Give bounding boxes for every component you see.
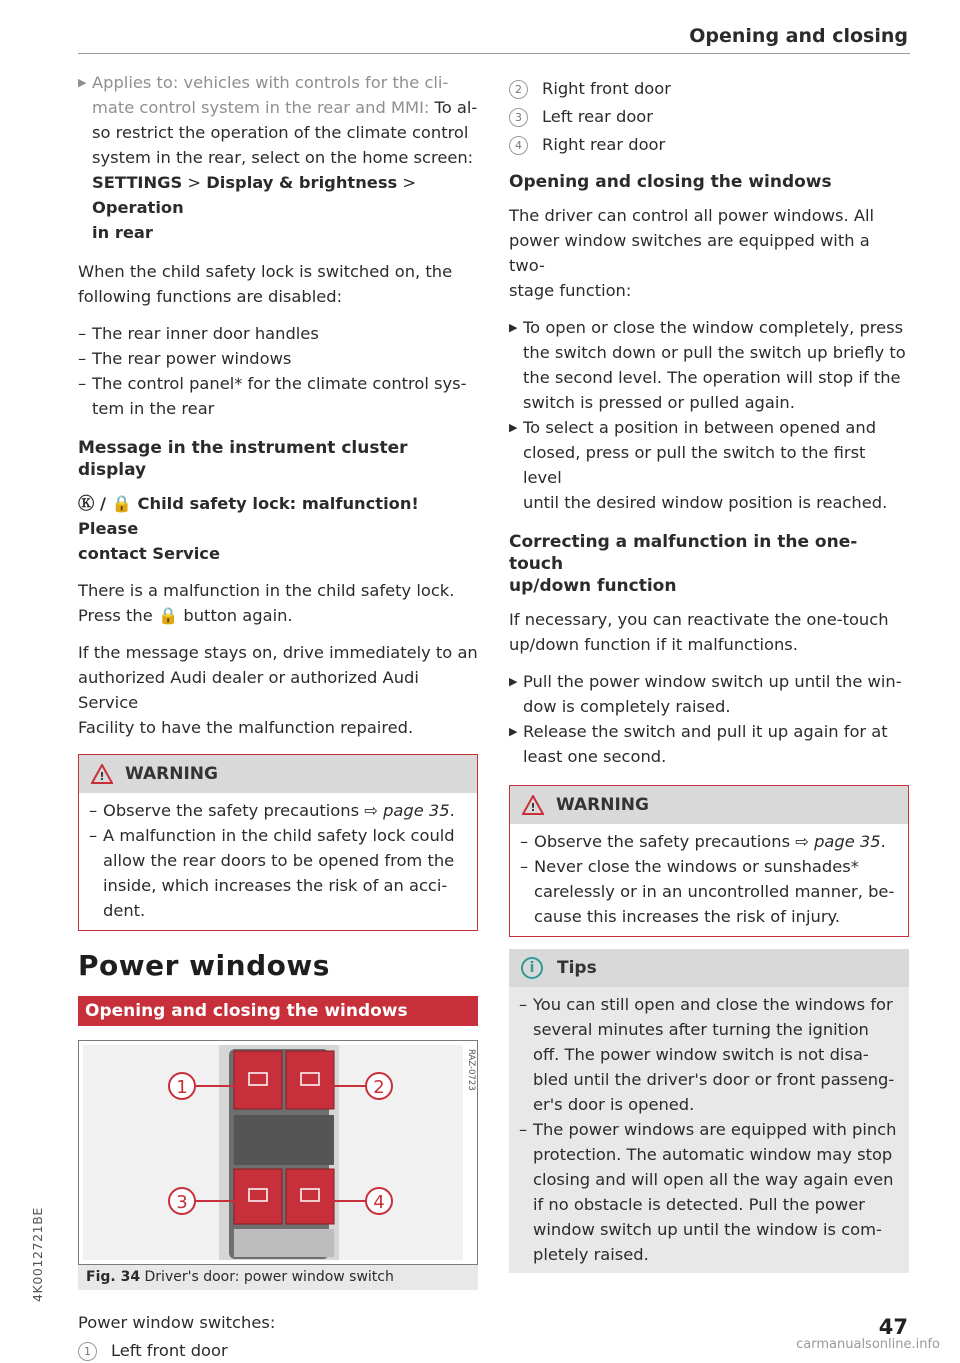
figure-image (78, 1040, 478, 1265)
figure (78, 1040, 478, 1290)
menu-path: SETTINGS > Display & brightness > Operation (92, 173, 417, 217)
switch-item-3: 3 Left rear door (509, 104, 909, 129)
right-column (509, 76, 909, 1273)
triangle-bullet-icon: ▶ (78, 76, 87, 89)
info-icon: i (521, 957, 543, 979)
list-item: ▶ To select a position in between opened and closed, press or pull the switch to the first level until the desired window position is reached. (509, 418, 888, 512)
list-item: – Observe the safety precautions ⇨ page 35. (520, 832, 886, 851)
left-column (78, 70, 478, 1363)
callout-1: 1 (176, 1077, 188, 1098)
list-item: – The rear inner door handles (78, 324, 319, 343)
warning-box-left: ! WARNING – Observe the safety precautions ⇨ page 35. – A malfunction in the child safety lock could allow the rear doors to be opened from the inside, which increases the risk of an acci- dent. (78, 754, 478, 931)
page-number: 47 (878, 1315, 908, 1339)
heading-correcting: Correcting a malfunction in the one-touch up/down function (509, 532, 858, 596)
callout-4: 4 (373, 1192, 385, 1213)
message-heading: Message in the instrument cluster display (78, 438, 408, 480)
watermark: carmanualsonline.info (796, 1337, 940, 1352)
switch-item-4: 4 Right rear door (509, 132, 909, 157)
disabled-list (78, 321, 478, 421)
switches-label: Power window switches: (78, 1313, 276, 1332)
warning-triangle-icon (91, 764, 113, 784)
message-stays-text: If the message stays on, drive immediately to an authorized Audi dealer or authorized Audi Service Facility to have the malfunction repaired. (78, 643, 478, 737)
reactivate-text: If necessary, you can reactivate the one-touch up/down function if it malfunctions. (509, 610, 889, 654)
section-title: Opening and closing (689, 25, 908, 47)
list-item: ▶ Release the switch and pull it up again for at least one second. (509, 722, 888, 766)
page-section-heading: Power windows (78, 949, 330, 982)
list-item: ▶ Pull the power window switch up until the win- dow is completely raised. (509, 672, 902, 716)
number-1-icon: 1 (78, 1342, 97, 1361)
page-reference-link[interactable]: ⇨ page 35 (795, 832, 881, 851)
switch-item-2: 2 Right front door (509, 76, 909, 101)
list-item: – The power windows are equipped with pinch protection. The automatic window may stop closing and will open all the way again even if no obstacle is detected. Pull the power window switch up until the window is com- pletely raised. (519, 1120, 897, 1264)
list-item: – The control panel* for the climate control sys- tem in the rear (78, 374, 467, 418)
page-reference-link[interactable]: ⇨ page 35 (364, 801, 450, 820)
heading-opening-closing: Opening and closing the windows (509, 172, 832, 192)
child-lock-circle-icon: Ⓚ (78, 494, 95, 513)
figure-code: RAZ-0723 (466, 1049, 476, 1091)
child-lock-intro: When the child safety lock is switched on, the following functions are disabled: (78, 262, 453, 306)
message-text: Ⓚ / 🔒 Child safety lock: malfunction! Please contact Service (78, 494, 419, 563)
list-item: – The rear power windows (78, 349, 292, 368)
list-item: – A malfunction in the child safety lock could allow the rear doors to be opened from the inside, which increases the risk of an acci- dent. (89, 826, 455, 920)
driver-control-text: The driver can control all power windows. All power window switches are equipped with a two- stage function: (509, 206, 875, 300)
warning-box-right: ! WARNING – Observe the safety precautions ⇨ page 35. – Never close the windows or sunshades* carelessly or in an uncontrolled manner, be- cause this increases the risk of injury. (509, 785, 909, 937)
list-item: – Observe the safety precautions ⇨ page 35. (89, 801, 455, 820)
subsection-bar-heading: Opening and closing the windows (78, 996, 478, 1026)
correct-bullets (509, 669, 909, 769)
switch-item-1: 1 Left front door (78, 1338, 478, 1363)
malfunction-text: There is a malfunction in the child safety lock. Press the 🔒 button again. (78, 581, 455, 625)
header-rule (78, 53, 910, 54)
lock-button-icon: 🔒 (157, 606, 179, 625)
document-code: 4K0012721BE (30, 1207, 45, 1302)
applies-to-note: ▶ Applies to: vehicles with controls for the cli- mate control system in the rear and MMI: To al- so restrict the operation of the climate control system in the rear, select on the home screen: SETTINGS > Display & brightness > Operation in rear (78, 70, 478, 245)
open-close-bullets (509, 315, 909, 515)
callout-2: 2 (373, 1077, 385, 1098)
callout-3: 3 (176, 1192, 188, 1213)
tips-box: i Tips – You can still open and close the windows for several minutes after turning the ignition off. The power window switch is not disa- bled until the driver's door or front passeng- er's door is opened. – The power windows are equipped with pinch protection. The automatic window may stop closing and will open all the way again even if no obstacle is detected. Pull the power window switch up until the window is com- pletely raised. (509, 949, 909, 1273)
warning-triangle-icon (522, 795, 544, 815)
svg-text:!: ! (530, 801, 536, 814)
figure-caption: Fig. 34 Driver's door: power window switch (86, 1269, 394, 1285)
list-item: – Never close the windows or sunshades* carelessly or in an uncontrolled manner, be- cause this increases the risk of injury. (520, 857, 895, 926)
list-item: ▶ To open or close the window completely, press the switch down or pull the switch up briefly to the second level. The operation will stop if the switch is pressed or pulled again. (509, 318, 906, 412)
svg-text:!: ! (99, 770, 105, 783)
power-window-switch-illustration (79, 1041, 477, 1264)
list-item: – You can still open and close the windows for several minutes after turning the ignition off. The power window switch is not disa- bled until the driver's door or front passeng- er's door is opened. (519, 995, 895, 1114)
